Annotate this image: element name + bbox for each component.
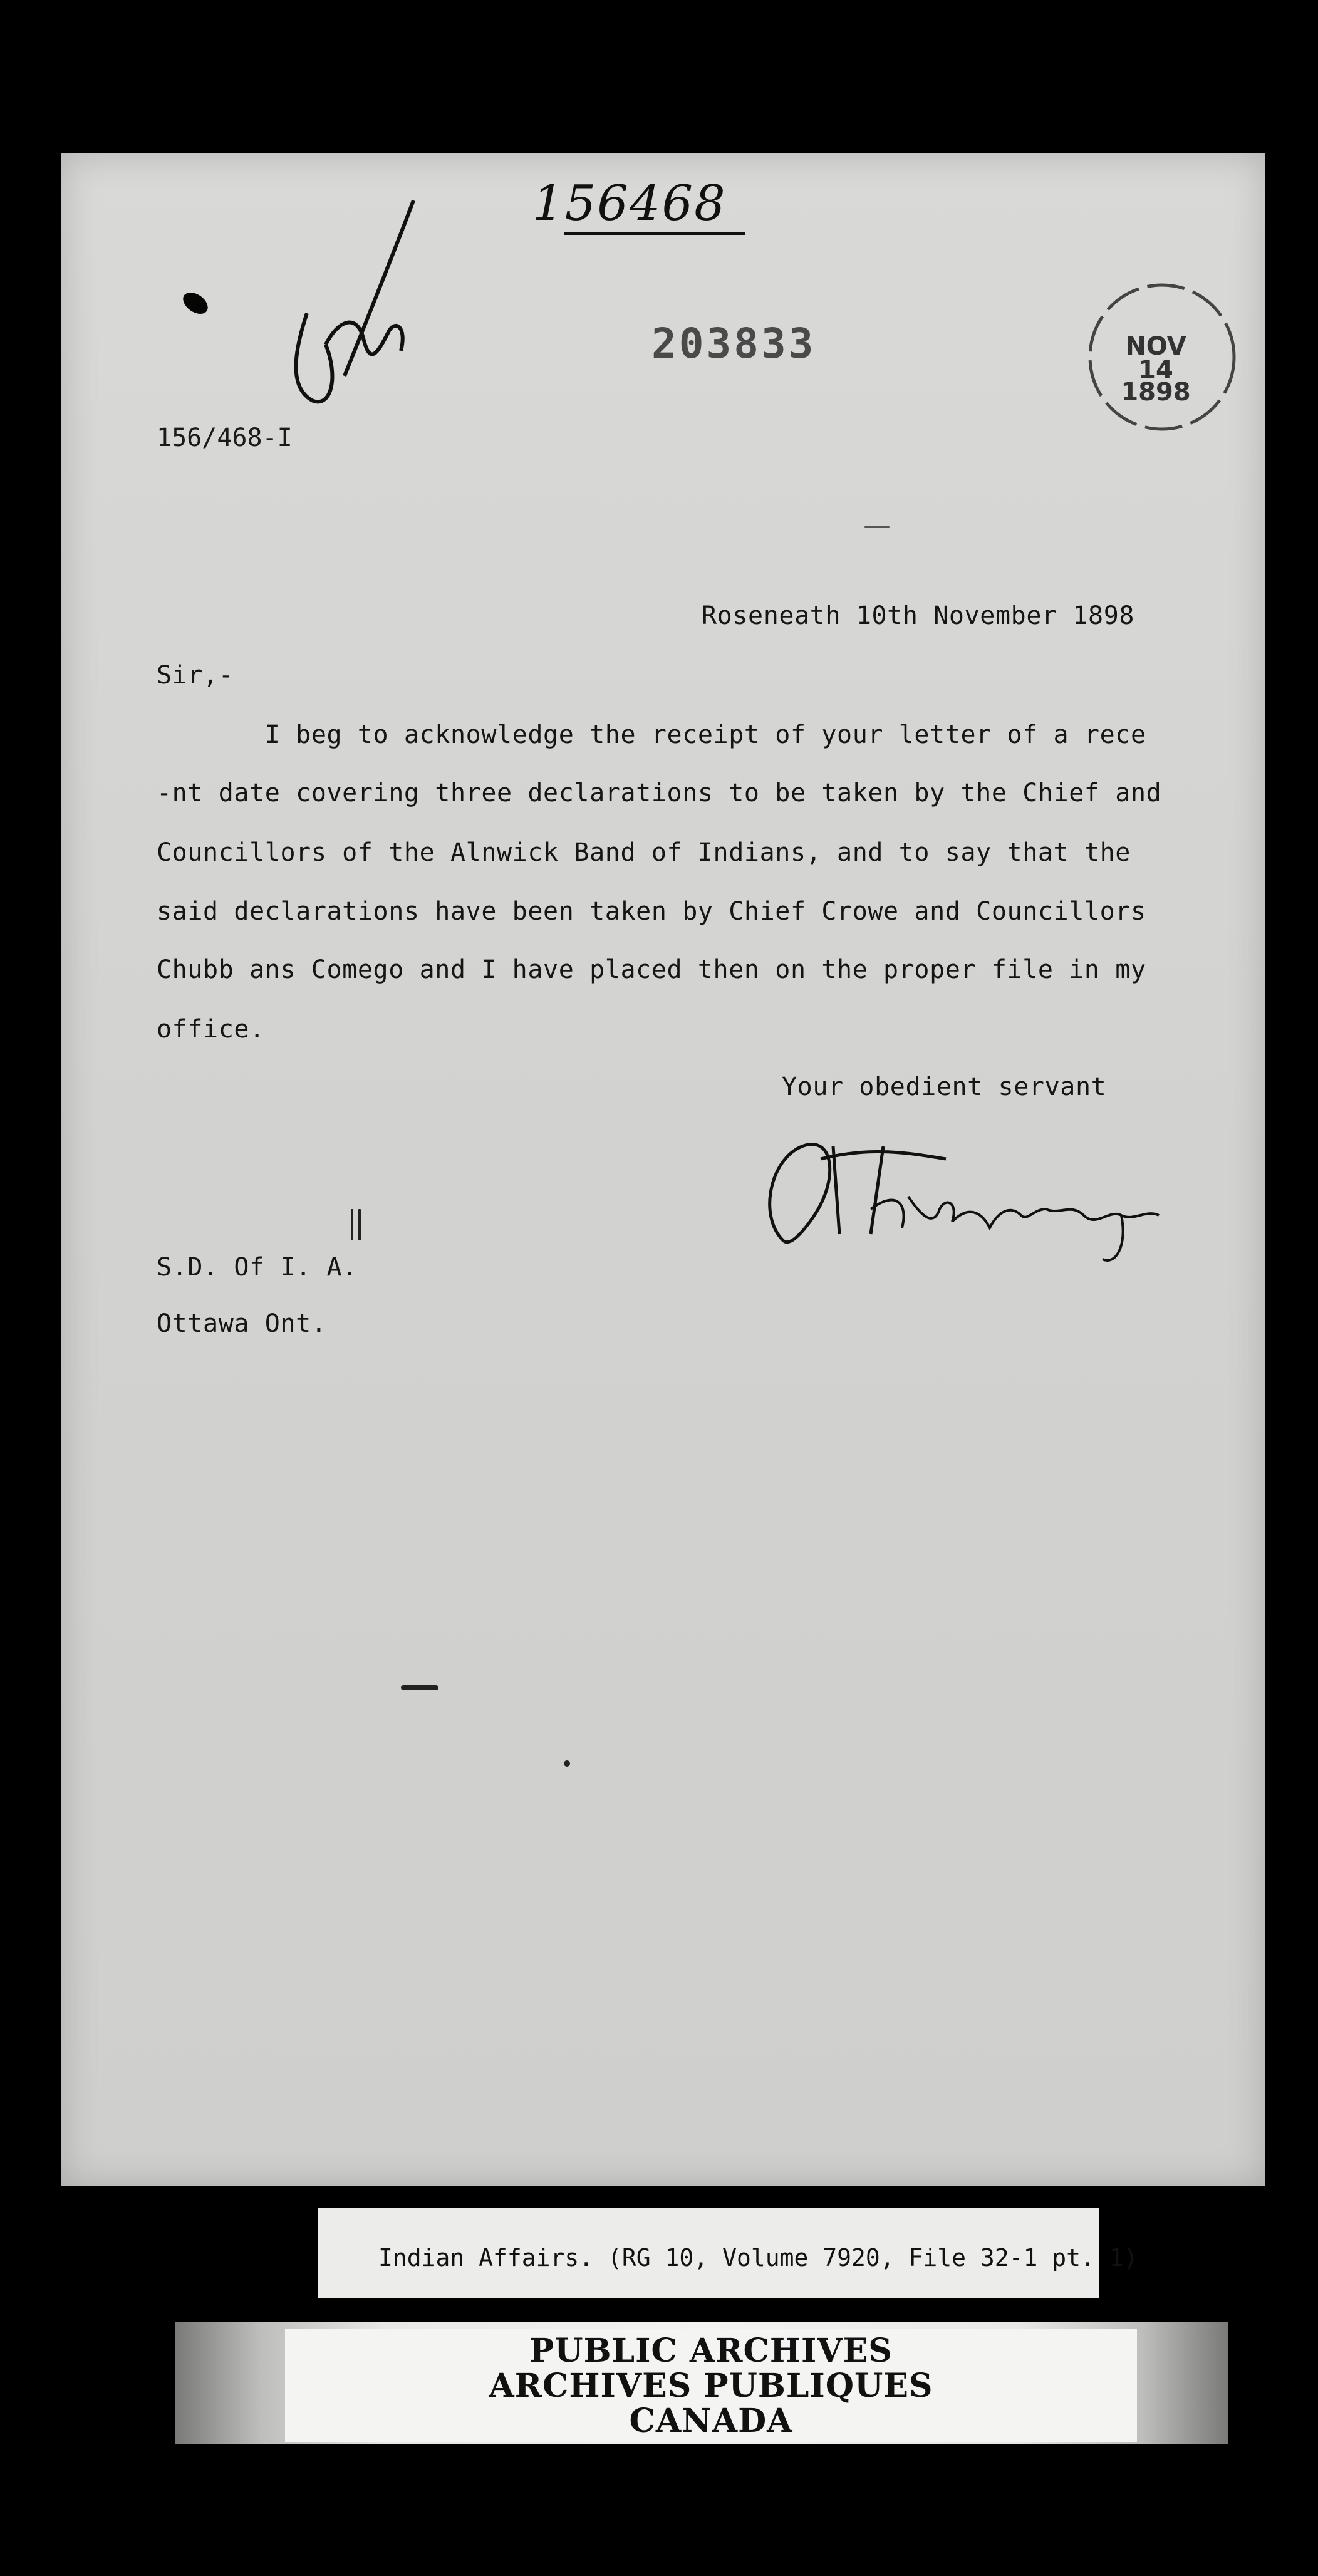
archive-reference-text: Indian Affairs. (RG 10, Volume 7920, File 32-1 pt. 1) — [378, 2244, 1138, 2272]
archive-line-country: CANADA — [629, 2402, 793, 2440]
ink-speck — [358, 1209, 361, 1240]
body-line: Chubb ans Comego and I have placed then on the proper file in my — [157, 955, 1146, 984]
ink-speck — [351, 1209, 353, 1240]
salutation: Sir,- — [157, 661, 234, 690]
archive-line-french: ARCHIVES PUBLIQUES — [489, 2367, 933, 2405]
addressee-line: S.D. Of I. A. — [157, 1253, 358, 1282]
body-line: -nt date covering three declarations to be taken by the Chief and — [157, 779, 1162, 808]
date-stamp-month: NOV — [1125, 332, 1186, 361]
ink-speck — [864, 526, 890, 528]
addressee-line: Ottawa Ont. — [157, 1309, 327, 1338]
ink-speck — [401, 1685, 438, 1690]
body-line: I beg to acknowledge the receipt of your letter of a rece — [157, 720, 1146, 749]
handwritten-initials-mark — [269, 188, 432, 426]
stamp-number: 203833 — [651, 319, 816, 368]
body-line: Councillors of the Alnwick Band of Indians, and to say that the — [157, 838, 1131, 867]
archive-line-english: PUBLIC ARCHIVES — [529, 2332, 893, 2370]
handwritten-underline — [564, 232, 745, 235]
ink-speck — [564, 1760, 570, 1767]
file-reference: 156/468-I — [157, 423, 293, 452]
body-line: office. — [157, 1015, 265, 1044]
date-stamp-day: 14 — [1138, 356, 1173, 385]
body-line: said declarations have been taken by Chief Crowe and Councillors — [157, 897, 1146, 926]
date-stamp-year: 1898 — [1121, 378, 1191, 407]
handwritten-signature — [745, 1121, 1209, 1272]
place-date: Roseneath 10th November 1898 — [702, 601, 1135, 630]
closing: Your obedient servant — [782, 1072, 1107, 1101]
handwritten-file-number: 156468 — [532, 175, 727, 232]
